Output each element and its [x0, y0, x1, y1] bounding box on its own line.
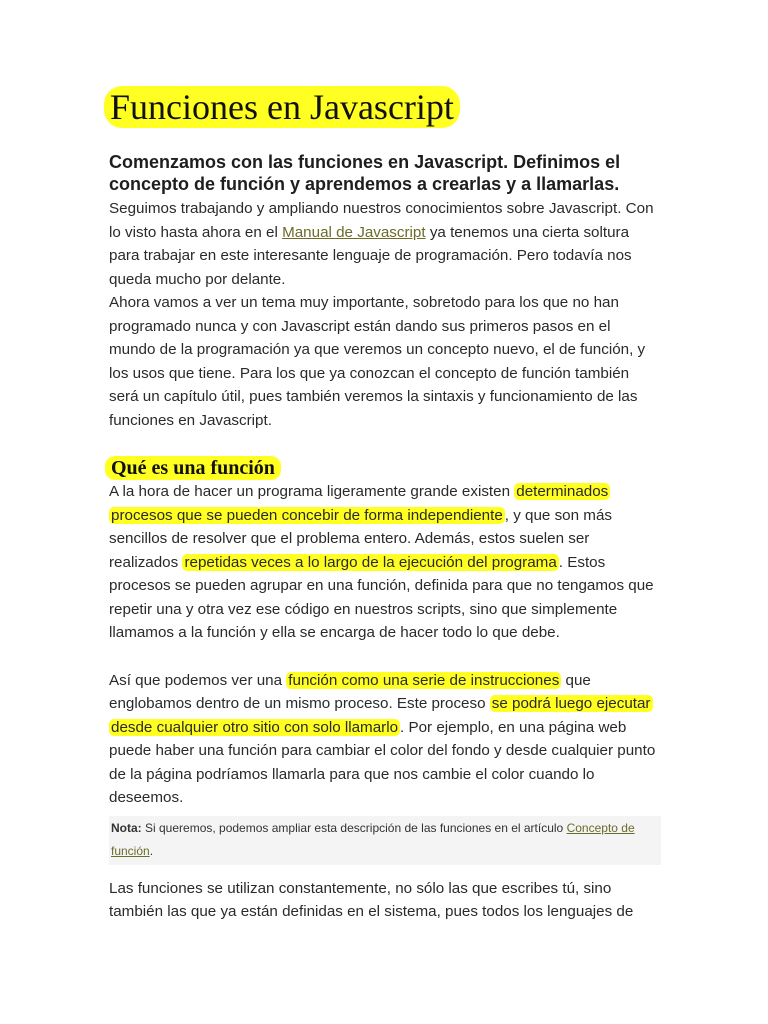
highlighted-text: función como una serie de instrucciones — [288, 671, 560, 689]
note-end: . — [149, 843, 154, 858]
concepto-de-funcion-link[interactable]: Concepto de función — [111, 820, 635, 858]
section-paragraph-2 — [109, 669, 661, 810]
paragraph-gap — [109, 645, 661, 669]
highlighted-text: repetidas veces a lo largo de la ejecución del programa — [184, 553, 557, 571]
section-paragraph-1 — [109, 480, 661, 645]
intro-text: Seguimos trabajando y ampliando nuestros conocimientos sobre Javascript. Con lo visto hasta ahora en el — [109, 200, 654, 241]
intro-text: ya tenemos una cierta soltura para trabajar en este interesante lenguaje de programación. Pero todavía nos queda mucho por delante. — [109, 223, 632, 288]
body-text: Así que podemos ver una — [109, 671, 287, 689]
highlighted-text: determinados procesos que se pueden concebir de forma independiente — [111, 483, 609, 524]
body-text: . Estos procesos se pueden agrupar en una función, definida para que no tengamos que repetir una y otra vez ese código en nuestros scripts, sino que simplemente llamamos a la función y ella se encarga de hacer todo lo que debe. — [109, 553, 654, 641]
body-text: , y que son más sencillos de resolver que el problema entero. Además, estos suelen ser realizados — [109, 506, 612, 571]
section-heading-que-es-una-funcion: Qué es una función — [105, 456, 281, 480]
note-label: Nota: — [111, 820, 142, 835]
note-box — [109, 816, 661, 865]
highlighted-text: se podrá luego ejecutar desde cualquier otro sitio con solo llamarlo — [111, 695, 651, 736]
body-text: A la hora de hacer un programa ligeramente grande existen — [109, 483, 515, 500]
intro-paragraph-1 — [109, 197, 661, 291]
page-title: Funciones en Javascript — [104, 86, 460, 128]
body-text: . Por ejemplo, en una página web puede haber una función para cambiar el color del fondo y desde cualquier punto de la página podríamos llamarla para que nos cambie el color cuando lo deseemos. — [109, 718, 656, 806]
section-paragraph-3: Las funciones se utilizan constantemente, no sólo las que escribes tú, sino también las que ya están definidas en el sistema, pues todos los lenguajes de — [109, 879, 634, 920]
document-page — [109, 86, 661, 924]
note-text: Si queremos, podemos ampliar esta descripción de las funciones en el artículo — [141, 820, 567, 835]
intro-paragraph-2: Ahora vamos a ver un tema muy importante, sobretodo para los que no han programado nunca y con Javascript están dando sus primeros pasos en el mundo de la programación ya que veremos un concepto nuevo, el de función, y los usos que tiene. Para los que ya conozcan el concepto de función también será un capítulo útil, pues también veremos la sintaxis y funcionamiento de las funciones en Javascript. — [109, 294, 646, 429]
page-subtitle: Comenzamos con las funciones en Javascript. Definimos el concepto de función y aprendemos a crearlas y a llamarlas. — [109, 152, 621, 194]
manual-javascript-link[interactable]: Manual de Javascript — [282, 223, 426, 241]
body-text: que englobamos dentro de un mismo proceso. Este proceso — [109, 671, 591, 712]
